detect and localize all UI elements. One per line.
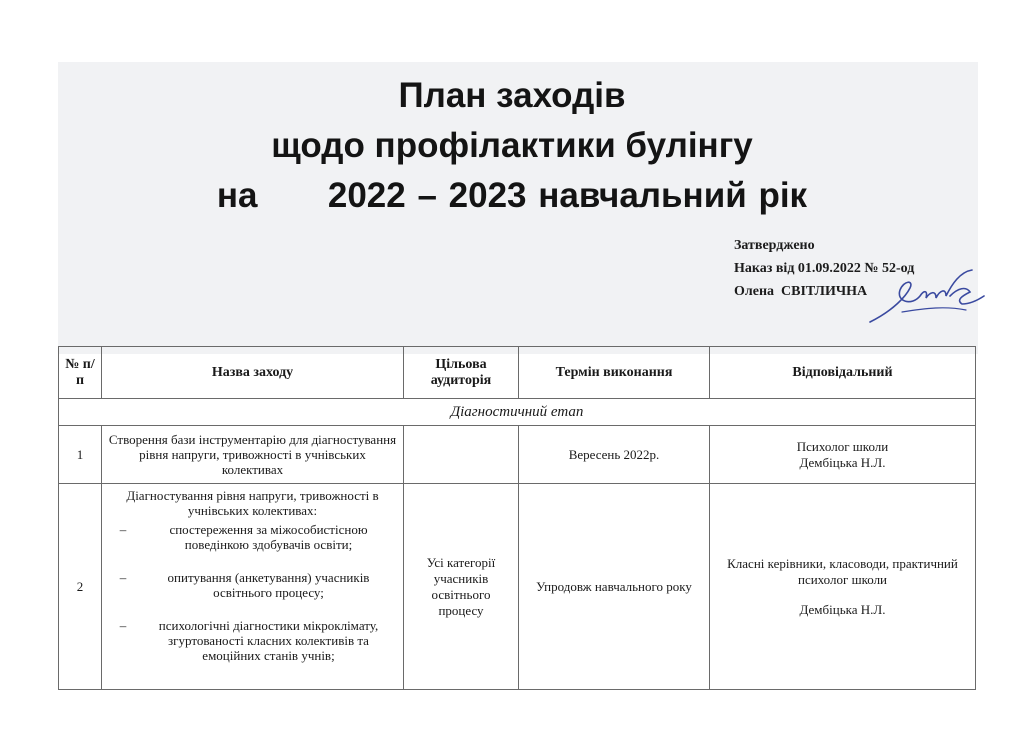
row-2-responsible-role: Класні керівники, класоводи, практичний психолог школи: [727, 555, 958, 587]
row-1-responsible: [710, 426, 976, 484]
row-1-num: 1: [59, 426, 102, 484]
approval-order: Наказ від 01.09.2022 № 52-од: [734, 261, 915, 276]
title-line-1: План заходів: [398, 76, 626, 115]
stage-row: [59, 399, 976, 426]
stage-label: Діагностичний етап: [59, 399, 976, 426]
bullet-text: опитування (анкетування) учасників освітнього процесу;: [167, 570, 370, 600]
row-1-responsible-person: Дембіцька Н.Л.: [799, 454, 886, 470]
row-2-audience: Усі категорії учасників освітнього процесу: [404, 484, 519, 690]
row-2-bullet-1: [107, 522, 398, 552]
approval-signer: Олена СВІТЛИЧНА: [734, 284, 868, 299]
row-2-name: [102, 484, 404, 690]
header-responsible: Відповідальний: [710, 347, 976, 399]
bullet-dash: –: [119, 618, 127, 633]
row-1-name: Створення бази інструментарію для діагностування рівня напруги, тривожності в учнівських колективах: [102, 426, 404, 484]
header-name: Назва заходу: [102, 347, 404, 399]
title-line-2: щодо профілактики булінгу: [271, 126, 753, 165]
row-1-term: Вересень 2022р.: [519, 426, 710, 484]
header-audience: Цільова аудиторія: [404, 347, 519, 399]
row-2-bullet-3: [107, 618, 398, 663]
bullet-text: спостереження за міжособистісною поведінкою здобувачів освіти;: [169, 522, 368, 552]
header-term: Термін виконання: [519, 347, 710, 399]
header-num: № п/п: [59, 347, 102, 399]
plan-table: [58, 346, 976, 690]
table-row: [59, 426, 976, 484]
table-row: [59, 484, 976, 690]
row-2-responsible: [710, 484, 976, 690]
bullet-dash: –: [119, 522, 127, 537]
bullet-text: психологічні діагностики мікроклімату, згуртованості класних колективів та емоційних станів учнів;: [158, 618, 379, 663]
row-2-num: 2: [59, 484, 102, 690]
title-line-3: на 2022 – 2023 навчальний рік: [216, 176, 808, 215]
row-2-bullet-2: [107, 570, 398, 600]
row-1-audience: [404, 426, 519, 484]
row-2-intro: Діагностування рівня напруги, тривожності в учнівських колективах:: [126, 488, 379, 518]
row-2-term: Упродовж навчального року: [519, 484, 710, 690]
row-2-responsible-person: Дембіцька Н.Л.: [799, 601, 886, 617]
approval-label: Затверджено: [734, 238, 815, 253]
table-header-row: [59, 347, 976, 399]
row-1-responsible-role: Психолог школи: [796, 438, 889, 454]
signature-image: [866, 266, 988, 328]
bullet-dash: –: [119, 570, 127, 585]
